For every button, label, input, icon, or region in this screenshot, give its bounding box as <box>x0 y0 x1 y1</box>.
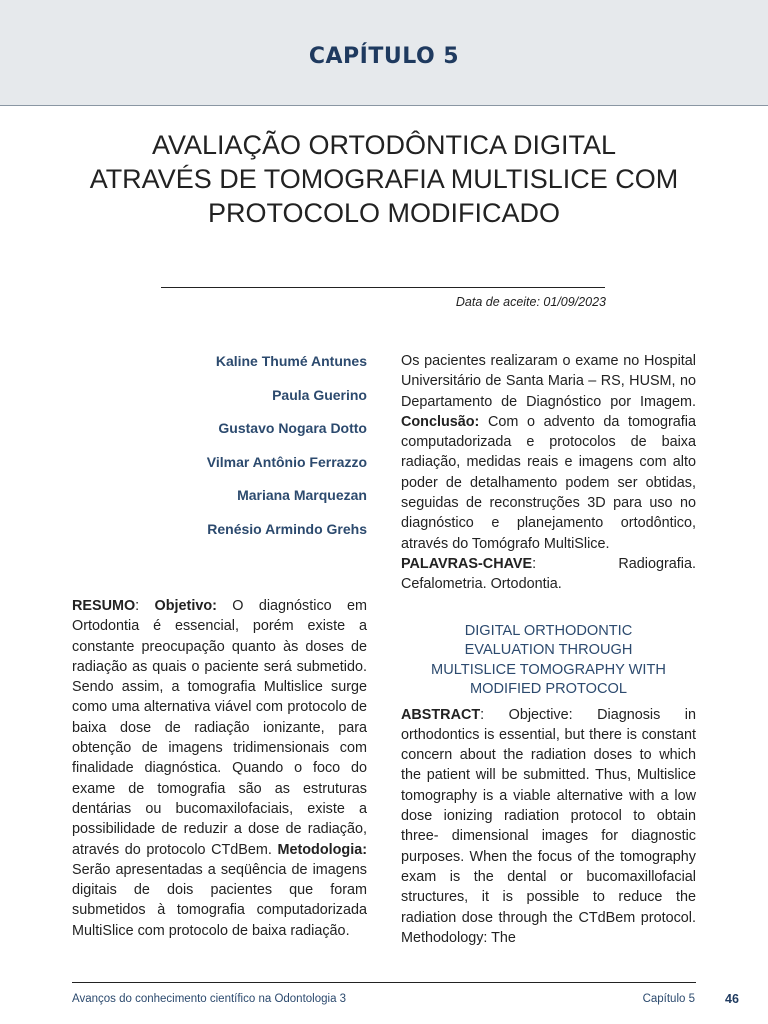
objetivo-label: Objetivo: <box>154 598 217 614</box>
keyword-first: Radiografia. <box>618 555 696 572</box>
keywords-label: PALAVRAS-CHAVE <box>401 555 533 572</box>
metodologia-text: Serão apresentadas a seqüência de imagens digitais de dois pacientes que foram submetidos à tomografia computadorizada MultiSlice com protocolo de baixa radiação. <box>72 861 367 939</box>
resumo-label: RESUMO <box>72 598 136 614</box>
author-name: Mariana Marquezan <box>237 487 367 504</box>
objetivo-text: O diagnóstico em Ortodontia é essencial, porém existe a constante preocupação quanto às doses de radiação as quais o paciente será submetido. Sendo assim, a tomografia Multislice surge como uma alternativa viável com protocolo de baixa dose de radiação ionizante, para obtenção de imagens tridimensionais com finalidade diagnóstica. Quando o foco do exame de tomografia são as estruturas dentárias ou bucomaxilofaciais, existe a possibilidade de reduzir a dose de radiação, através do protocolo CTdBem. <box>72 598 368 858</box>
title-divider <box>161 287 605 288</box>
resumo-column <box>72 596 367 941</box>
conclusao-text: Com o advento da tomografia computadorizada e protocolos de baixa radiação, medidas reais e imagens com alto poder de detalhamento podem ser obtidas, seguidas de reconstruções 3D para uso no diagnóstico e planejamento ortodôntico, através do Tomógrafo MultiSlice. <box>401 413 696 552</box>
title-line-3: PROTOCOLO MODIFICADO <box>207 198 561 228</box>
conclusao-label: Conclusão: <box>401 413 480 430</box>
resumo-paragraph: RESUMO: Objetivo: O diagnóstico em Ortodontia é essencial, porém existe a constante preocupação quanto às doses de radiação as quais o paciente será submetido. Sendo assim, a tomografia Multislice surge como uma alternativa viável com protocolo de baixa dose de radiação ionizante, para obtenção de imagens tridimensionais com finalidade diagnóstica. Quando o foco do exame de tomografia são as estruturas dentárias ou bucomaxilofaciais, existe a possibilidade de reduzir a dose de radiação, através do protocolo CTdBem. Metodologia: Serão apresentadas a seqüência de imagens digitais de dois pacientes que foram submetidos à tomografia computadorizada MultiSlice com protocolo de baixa radiação. <box>72 598 368 939</box>
author-name: Vilmar Antônio Ferrazzo <box>206 453 367 470</box>
document-title <box>60 128 708 230</box>
title-line-2: ATRAVÉS DE TOMOGRAFIA MULTISLICE COM <box>89 164 679 194</box>
right-column <box>401 351 696 948</box>
acceptance-date: Data de aceite: 01/09/2023 <box>455 295 606 309</box>
author-name: Paula Guerino <box>272 386 367 403</box>
resumo-continuation: Os pacientes realizaram o exame no Hospital Universitário de Santa Maria – RS, HUSM, no Departamento de Diagnóstico por Imagem. Conclusão: Com o advento da tomografia computadorizada e protocolos de baixa radiação, medidas reais e imagens com alto poder de detalhamento podem ser obtidas, seguidas de reconstruções 3D para uso no diagnóstico e planejamento ortodôntico, através do Tomógrafo MultiSlice. <box>401 353 696 552</box>
footer-book-title: Avanços do conhecimento científico na Odontologia 3 <box>72 993 347 1005</box>
author-list <box>72 351 367 553</box>
author-name: Renésio Armindo Grehs <box>207 520 367 537</box>
abstract-text: : Objective: Diagnosis in orthodontics is essential, but there is constant concern about the radiation doses to which the patient will be submitted. Thus, Multislice tomography is a viable alternative with a low dose ionizing radiation protocol to obtain three- dimensional images for diagnostic purposes. When the focus of the tomography exam is the dental or bucomaxillofacial structures, it is possible to reduce the radiation dose through the CTdBem protocol. Methodology: The <box>401 706 696 946</box>
abstract-paragraph <box>401 705 696 949</box>
metodologia-label: Metodologia: <box>277 841 367 858</box>
keywords-rest: Cefalometria. Ortodontia. <box>401 576 562 593</box>
abstract-label: ABSTRACT <box>401 706 481 723</box>
author-name: Gustavo Nogara Dotto <box>218 420 367 437</box>
footer-divider <box>72 982 696 983</box>
keywords: PALAVRAS-CHAVE: Radiografia. Cefalometria. Ortodontia. <box>401 554 696 595</box>
title-line-1: AVALIAÇÃO ORTODÔNTICA DIGITAL <box>151 130 617 160</box>
english-title: DIGITAL ORTHODONTIC EVALUATION THROUGH MULTISLICE TOMOGRAPHY WITH MODIFIED PROTOCOL <box>431 622 666 698</box>
chapter-label: CAPÍTULO 5 <box>308 44 460 69</box>
footer-chapter: Capítulo 5 <box>642 993 695 1005</box>
chapter-header-band <box>0 0 768 106</box>
author-name: Kaline Thumé Antunes <box>215 353 367 369</box>
page-number: 46 <box>725 992 739 1006</box>
